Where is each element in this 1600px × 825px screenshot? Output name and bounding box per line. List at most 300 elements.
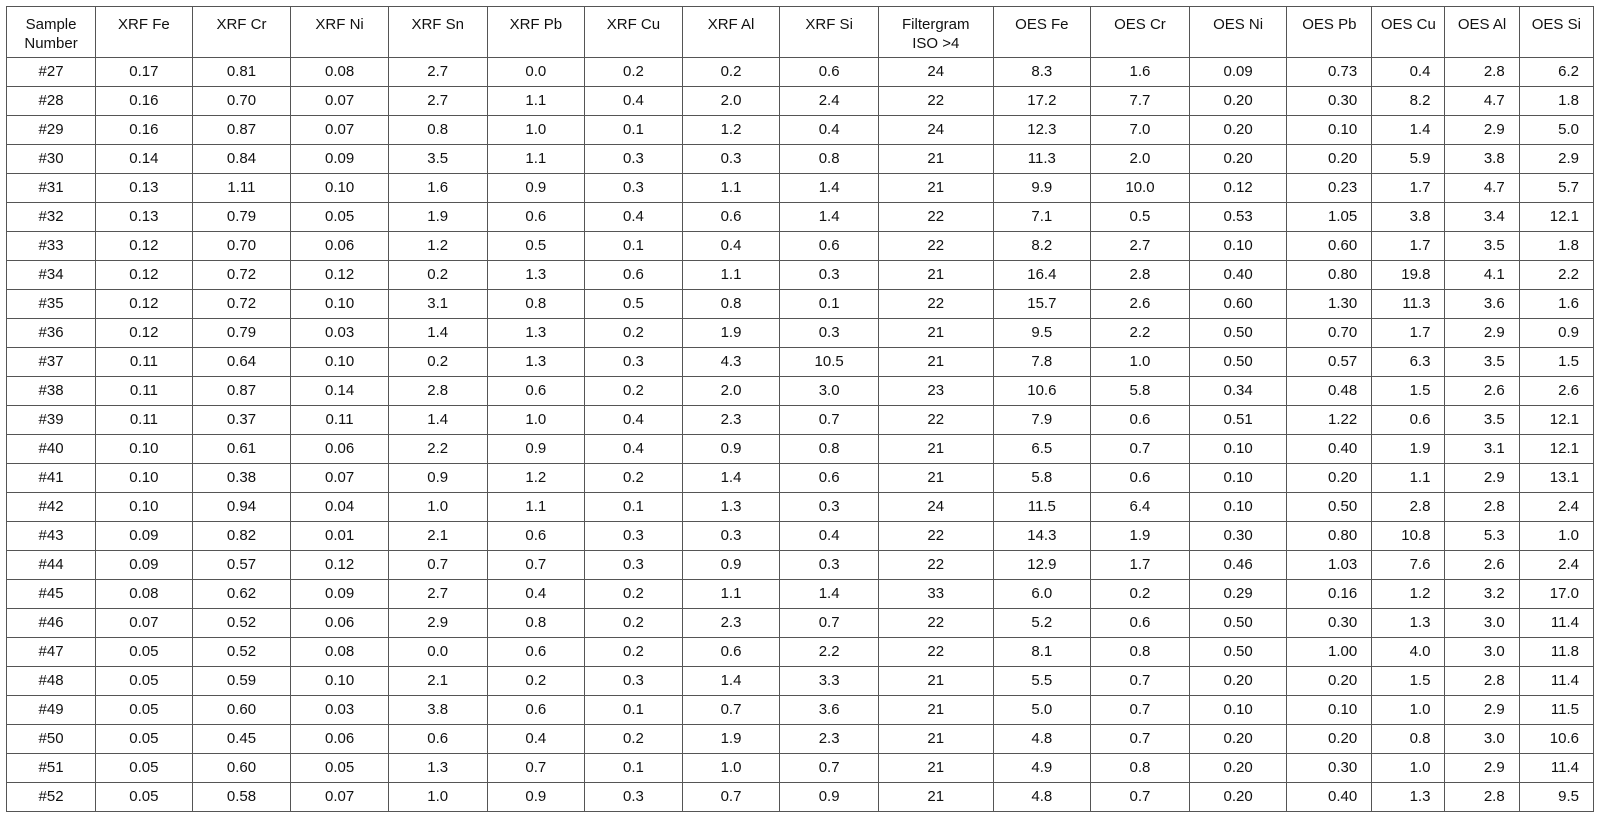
table-cell: 0.58 (192, 783, 291, 812)
column-header-text: OES Al (1457, 16, 1507, 33)
table-cell: 0.08 (291, 58, 389, 87)
table-body (7, 58, 1594, 812)
table-cell: 6.5 (993, 435, 1091, 464)
table-cell: 21 (878, 754, 993, 783)
table-cell: 0.94 (192, 493, 291, 522)
table-cell: 1.03 (1287, 551, 1372, 580)
table-cell: 0.10 (1287, 116, 1372, 145)
table-cell: 0.70 (1287, 319, 1372, 348)
table-cell: 0.48 (1287, 377, 1372, 406)
sample-number-cell: #32 (7, 203, 96, 232)
table-cell: 0.3 (585, 783, 683, 812)
table-cell: 0.6 (487, 696, 585, 725)
table-cell: 0.8 (682, 290, 780, 319)
table-cell: 2.9 (1519, 145, 1593, 174)
table-cell: 3.0 (1445, 725, 1519, 754)
table-cell: 0.1 (585, 754, 683, 783)
table-cell: 0.1 (585, 232, 683, 261)
table-cell: 5.7 (1519, 174, 1593, 203)
table-cell: 3.4 (1445, 203, 1519, 232)
table-cell: 0.37 (192, 406, 291, 435)
table-cell: 0.87 (192, 116, 291, 145)
table-cell: 22 (878, 609, 993, 638)
table-cell: 0.2 (388, 261, 487, 290)
table-cell: 7.8 (993, 348, 1091, 377)
table-cell: 0.6 (1091, 609, 1190, 638)
table-cell: 0.0 (388, 638, 487, 667)
table-cell: 0.1 (780, 290, 879, 319)
table-cell: 0.06 (291, 609, 389, 638)
table-cell: 7.9 (993, 406, 1091, 435)
sample-number-cell: #48 (7, 667, 96, 696)
column-header (1189, 7, 1287, 58)
sample-number-cell: #52 (7, 783, 96, 812)
table-cell: 1.1 (487, 87, 585, 116)
table-cell: 7.6 (1372, 551, 1445, 580)
table-cell: 10.0 (1091, 174, 1190, 203)
table-cell: 0.2 (388, 348, 487, 377)
table-cell: 0.09 (291, 145, 389, 174)
table-cell: 0.1 (585, 116, 683, 145)
table-cell: 24 (878, 493, 993, 522)
table-cell: 3.1 (388, 290, 487, 319)
table-cell: 0.3 (585, 667, 683, 696)
table-cell: 3.8 (1372, 203, 1445, 232)
table-cell: 0.57 (1287, 348, 1372, 377)
sample-number-cell: #35 (7, 290, 96, 319)
table-cell: 4.9 (993, 754, 1091, 783)
table-cell: 1.0 (487, 406, 585, 435)
sample-number-cell: #38 (7, 377, 96, 406)
table-cell: 0.07 (291, 116, 389, 145)
column-header (1287, 7, 1372, 58)
table-cell: 1.0 (388, 783, 487, 812)
table-cell: 1.9 (1091, 522, 1190, 551)
table-row (7, 783, 1594, 812)
table-cell: 1.3 (388, 754, 487, 783)
table-cell: 2.9 (1445, 696, 1519, 725)
table-cell: 0.07 (291, 464, 389, 493)
table-cell: 6.2 (1519, 58, 1593, 87)
table-row (7, 116, 1594, 145)
table-cell: 1.4 (682, 667, 780, 696)
table-row (7, 261, 1594, 290)
table-cell: 0.17 (96, 58, 193, 87)
table-cell: 2.3 (682, 406, 780, 435)
table-cell: 0.7 (1091, 435, 1190, 464)
table-cell: 0.3 (780, 261, 879, 290)
table-cell: 0.4 (585, 435, 683, 464)
table-cell: 21 (878, 464, 993, 493)
table-cell: 0.10 (1189, 464, 1287, 493)
table-cell: 14.3 (993, 522, 1091, 551)
table-cell: 1.1 (487, 493, 585, 522)
table-cell: 0.05 (96, 783, 193, 812)
table-cell: 0.3 (585, 551, 683, 580)
table-cell: 33 (878, 580, 993, 609)
table-cell: 0.52 (192, 609, 291, 638)
table-cell: 2.4 (1519, 493, 1593, 522)
table-cell: 1.3 (487, 319, 585, 348)
table-cell: 1.0 (1519, 522, 1593, 551)
table-cell: 1.4 (388, 319, 487, 348)
table-cell: 3.8 (1445, 145, 1519, 174)
table-cell: 1.22 (1287, 406, 1372, 435)
sample-number-cell: #39 (7, 406, 96, 435)
table-cell: 0.2 (585, 609, 683, 638)
table-cell: 1.6 (1519, 290, 1593, 319)
table-cell: 1.1 (487, 145, 585, 174)
table-cell: 8.1 (993, 638, 1091, 667)
table-cell: 1.6 (1091, 58, 1190, 87)
table-cell: 2.8 (1445, 493, 1519, 522)
table-cell: 2.0 (682, 377, 780, 406)
table-cell: 1.4 (780, 174, 879, 203)
table-cell: 0.2 (1091, 580, 1190, 609)
table-cell: 0.20 (1189, 87, 1287, 116)
sample-number-cell: #33 (7, 232, 96, 261)
table-cell: 0.16 (1287, 580, 1372, 609)
table-cell: 0.3 (585, 348, 683, 377)
table-cell: 0.14 (96, 145, 193, 174)
table-cell: 0.9 (682, 435, 780, 464)
table-cell: 6.3 (1372, 348, 1445, 377)
table-header-row (7, 7, 1594, 58)
table-cell: 3.1 (1445, 435, 1519, 464)
table-cell: 2.6 (1091, 290, 1190, 319)
table-cell: 0.38 (192, 464, 291, 493)
table-cell: 0.13 (96, 174, 193, 203)
table-cell: 0.29 (1189, 580, 1287, 609)
table-cell: 0.13 (96, 203, 193, 232)
table-cell: 1.4 (780, 580, 879, 609)
table-cell: 2.9 (1445, 754, 1519, 783)
table-cell: 1.3 (682, 493, 780, 522)
data-table (6, 6, 1594, 812)
table-cell: 0.4 (487, 580, 585, 609)
table-cell: 0.11 (96, 377, 193, 406)
table-cell: 2.3 (682, 609, 780, 638)
table-cell: 1.4 (388, 406, 487, 435)
sample-number-cell: #31 (7, 174, 96, 203)
table-row (7, 522, 1594, 551)
table-cell: 21 (878, 174, 993, 203)
table-cell: 0.07 (96, 609, 193, 638)
table-row (7, 145, 1594, 174)
table-cell: 11.3 (1372, 290, 1445, 319)
table-cell: 3.2 (1445, 580, 1519, 609)
table-cell: 0.20 (1189, 725, 1287, 754)
column-header (878, 7, 993, 58)
table-cell: 2.0 (1091, 145, 1190, 174)
table-cell: 1.7 (1372, 319, 1445, 348)
table-cell: 0.20 (1287, 145, 1372, 174)
table-cell: 1.4 (682, 464, 780, 493)
table-cell: 0.09 (291, 580, 389, 609)
column-header-text: XRF Cu (606, 16, 661, 33)
column-header-text: XRF Cr (216, 16, 267, 33)
table-cell: 0.04 (291, 493, 389, 522)
table-cell: 2.0 (682, 87, 780, 116)
table-cell: 11.5 (1519, 696, 1593, 725)
table-cell: 0.16 (96, 87, 193, 116)
column-header-text: OES Pb (1302, 16, 1357, 33)
table-row (7, 290, 1594, 319)
table-cell: 5.5 (993, 667, 1091, 696)
table-cell: 0.72 (192, 261, 291, 290)
table-row (7, 667, 1594, 696)
table-cell: 0.12 (291, 551, 389, 580)
table-cell: 0.50 (1189, 348, 1287, 377)
table-cell: 0.08 (291, 638, 389, 667)
sample-number-cell: #45 (7, 580, 96, 609)
table-cell: 0.50 (1189, 638, 1287, 667)
table-cell: 1.1 (1372, 464, 1445, 493)
table-cell: 0.6 (780, 58, 879, 87)
table-cell: 9.5 (1519, 783, 1593, 812)
table-cell: 9.5 (993, 319, 1091, 348)
table-cell: 1.9 (682, 725, 780, 754)
table-cell: 2.9 (1445, 319, 1519, 348)
table-cell: 0.1 (585, 493, 683, 522)
table-cell: 0.6 (487, 522, 585, 551)
table-cell: 0.4 (682, 232, 780, 261)
table-cell: 21 (878, 348, 993, 377)
table-cell: 0.3 (585, 145, 683, 174)
table-cell: 3.5 (388, 145, 487, 174)
table-cell: 0.4 (780, 116, 879, 145)
table-cell: 1.5 (1519, 348, 1593, 377)
table-cell: 5.8 (993, 464, 1091, 493)
table-cell: 11.4 (1519, 667, 1593, 696)
table-cell: 0.6 (487, 377, 585, 406)
table-cell: 0.72 (192, 290, 291, 319)
table-cell: 0.09 (96, 551, 193, 580)
table-cell: 0.5 (585, 290, 683, 319)
table-cell: 0.8 (1372, 725, 1445, 754)
table-cell: 0.03 (291, 319, 389, 348)
table-row (7, 348, 1594, 377)
table-cell: 0.20 (1189, 783, 1287, 812)
table-cell: 0.09 (1189, 58, 1287, 87)
column-header-text: XRF Ni (315, 16, 364, 33)
table-cell: 0.3 (682, 145, 780, 174)
table-cell: 7.1 (993, 203, 1091, 232)
table-cell: 1.9 (1372, 435, 1445, 464)
table-cell: 0.10 (291, 348, 389, 377)
table-cell: 0.10 (96, 493, 193, 522)
column-header-text: OES Cr (1114, 16, 1166, 33)
table-cell: 0.40 (1189, 261, 1287, 290)
table-cell: 12.9 (993, 551, 1091, 580)
sample-number-cell: #46 (7, 609, 96, 638)
table-cell: 11.4 (1519, 609, 1593, 638)
table-cell: 16.4 (993, 261, 1091, 290)
table-cell: 0.6 (1372, 406, 1445, 435)
table-cell: 0.45 (192, 725, 291, 754)
table-cell: 0.79 (192, 203, 291, 232)
table-cell: 0.60 (1189, 290, 1287, 319)
table-cell: 6.4 (1091, 493, 1190, 522)
table-cell: 0.0 (487, 58, 585, 87)
column-header-text: XRF Fe (118, 16, 170, 33)
table-cell: 2.2 (388, 435, 487, 464)
table-cell: 0.80 (1287, 522, 1372, 551)
table-cell: 0.12 (96, 319, 193, 348)
table-cell: 0.70 (192, 87, 291, 116)
table-cell: 1.6 (388, 174, 487, 203)
table-cell: 0.30 (1287, 87, 1372, 116)
table-cell: 0.10 (1189, 493, 1287, 522)
table-cell: 0.20 (1189, 145, 1287, 174)
table-cell: 4.0 (1372, 638, 1445, 667)
table-cell: 1.9 (682, 319, 780, 348)
table-cell: 0.70 (192, 232, 291, 261)
column-header (1519, 7, 1593, 58)
table-cell: 0.6 (487, 638, 585, 667)
table-cell: 2.6 (1445, 377, 1519, 406)
table-cell: 1.0 (682, 754, 780, 783)
table-cell: 3.0 (1445, 609, 1519, 638)
table-cell: 0.46 (1189, 551, 1287, 580)
table-cell: 0.14 (291, 377, 389, 406)
table-cell: 15.7 (993, 290, 1091, 319)
table-cell: 0.10 (291, 667, 389, 696)
table-row (7, 725, 1594, 754)
table-cell: 0.7 (682, 783, 780, 812)
table-cell: 0.2 (585, 580, 683, 609)
table-cell: 0.30 (1189, 522, 1287, 551)
table-cell: 1.2 (1372, 580, 1445, 609)
table-cell: 0.84 (192, 145, 291, 174)
table-row (7, 493, 1594, 522)
table-row (7, 232, 1594, 261)
column-header (388, 7, 487, 58)
table-cell: 22 (878, 232, 993, 261)
table-cell: 7.0 (1091, 116, 1190, 145)
table-cell: 0.20 (1189, 667, 1287, 696)
table-cell: 10.5 (780, 348, 879, 377)
table-cell: 0.3 (780, 319, 879, 348)
table-cell: 2.8 (1445, 58, 1519, 87)
table-cell: 0.57 (192, 551, 291, 580)
table-cell: 0.20 (1189, 116, 1287, 145)
table-cell: 0.4 (780, 522, 879, 551)
table-cell: 1.0 (1372, 754, 1445, 783)
table-cell: 21 (878, 319, 993, 348)
table-cell: 0.6 (585, 261, 683, 290)
table-cell: 2.3 (780, 725, 879, 754)
table-cell: 0.40 (1287, 435, 1372, 464)
table-cell: 0.20 (1287, 464, 1372, 493)
column-header-text: Filtergram (902, 16, 970, 33)
table-cell: 0.12 (96, 290, 193, 319)
table-cell: 0.20 (1189, 754, 1287, 783)
table-cell: 2.8 (1091, 261, 1190, 290)
table-cell: 0.2 (682, 58, 780, 87)
table-cell: 13.1 (1519, 464, 1593, 493)
table-row (7, 174, 1594, 203)
table-cell: 0.01 (291, 522, 389, 551)
table-cell: 24 (878, 116, 993, 145)
table-cell: 2.9 (1445, 116, 1519, 145)
table-cell: 0.05 (96, 667, 193, 696)
table-cell: 0.7 (1091, 667, 1190, 696)
table-cell: 0.7 (780, 406, 879, 435)
table-cell: 0.2 (585, 319, 683, 348)
table-cell: 0.53 (1189, 203, 1287, 232)
column-header (96, 7, 193, 58)
sample-number-cell: #42 (7, 493, 96, 522)
table-cell: 0.10 (96, 435, 193, 464)
table-cell: 0.9 (682, 551, 780, 580)
column-header (1372, 7, 1445, 58)
table-cell: 0.09 (96, 522, 193, 551)
table-cell: 0.4 (1372, 58, 1445, 87)
table-cell: 0.4 (487, 725, 585, 754)
column-header-text: OES Si (1531, 16, 1581, 33)
table-cell: 0.7 (780, 609, 879, 638)
table-cell: 3.5 (1445, 232, 1519, 261)
table-row (7, 696, 1594, 725)
table-cell: 0.59 (192, 667, 291, 696)
table-cell: 0.79 (192, 319, 291, 348)
table-cell: 1.4 (780, 203, 879, 232)
table-cell: 5.8 (1091, 377, 1190, 406)
table-cell: 2.9 (388, 609, 487, 638)
table-cell: 2.9 (1445, 464, 1519, 493)
table-row (7, 87, 1594, 116)
table-cell: 0.5 (487, 232, 585, 261)
column-header-text: ISO >4 (912, 35, 960, 52)
table-cell: 5.2 (993, 609, 1091, 638)
table-cell: 2.7 (388, 87, 487, 116)
table-cell: 21 (878, 261, 993, 290)
table-cell: 0.7 (487, 754, 585, 783)
table-cell: 0.6 (1091, 406, 1190, 435)
table-cell: 0.1 (585, 696, 683, 725)
table-cell: 0.10 (96, 464, 193, 493)
table-cell: 0.11 (96, 348, 193, 377)
table-cell: 0.05 (291, 203, 389, 232)
table-cell: 2.2 (780, 638, 879, 667)
table-cell: 0.87 (192, 377, 291, 406)
table-cell: 0.06 (291, 435, 389, 464)
table-cell: 0.40 (1287, 783, 1372, 812)
table-cell: 2.7 (388, 580, 487, 609)
table-cell: 0.30 (1287, 609, 1372, 638)
column-header (1445, 7, 1519, 58)
table-cell: 0.52 (192, 638, 291, 667)
table-cell: 0.2 (487, 667, 585, 696)
table-cell: 0.50 (1189, 319, 1287, 348)
table-cell: 0.80 (1287, 261, 1372, 290)
table-cell: 1.0 (1091, 348, 1190, 377)
table-cell: 0.06 (291, 725, 389, 754)
sample-number-cell: #51 (7, 754, 96, 783)
sample-number-cell: #47 (7, 638, 96, 667)
table-cell: 0.4 (585, 87, 683, 116)
table-cell: 2.1 (388, 667, 487, 696)
table-cell: 1.30 (1287, 290, 1372, 319)
table-cell: 0.51 (1189, 406, 1287, 435)
table-cell: 0.7 (682, 696, 780, 725)
table-cell: 0.11 (96, 406, 193, 435)
table-cell: 5.3 (1445, 522, 1519, 551)
table-cell: 0.10 (1189, 232, 1287, 261)
table-cell: 24 (878, 58, 993, 87)
table-cell: 0.20 (1287, 667, 1372, 696)
